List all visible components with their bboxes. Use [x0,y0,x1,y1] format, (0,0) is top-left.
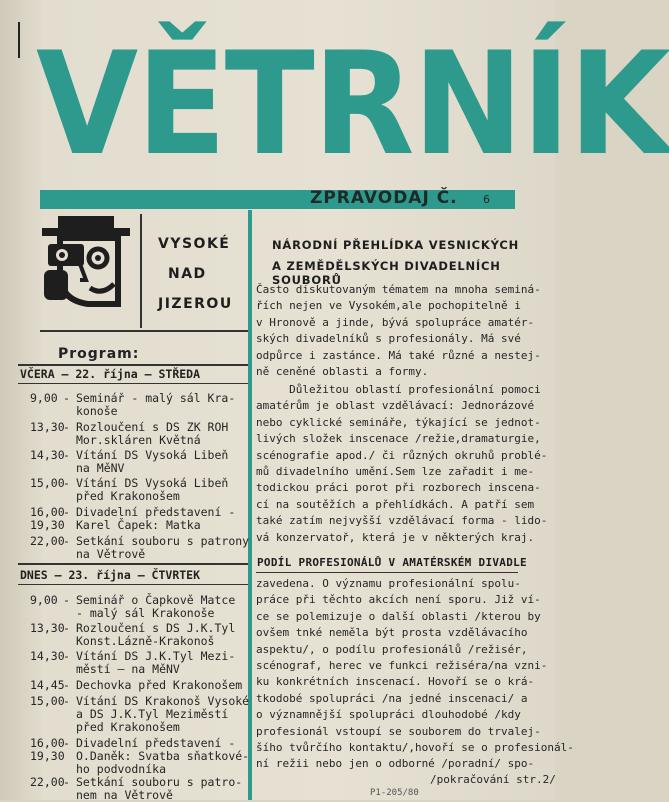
margin-mark [18,22,20,58]
program-text: Vítání DS J.K.Tyl Mezi- městí – na MěNV [76,649,236,676]
program-time: 15,00 [30,476,65,490]
program-time: 13,30 [30,420,65,434]
article-headline-2: A ZEMĚDĚLSKÝCH DIVADELNÍCH SOUBORŮ [272,259,501,287]
place-line-1: VYSOKÉ [158,236,231,252]
article-paragraph-2: Důležitou oblastí profesionální pomoci amatérům je oblast vzdělávací: Jednorázové nebo cyklické semináře, týkající se jednot- livých složek inscenace /režie,dramaturgie, scénografie apod./ či různých okruhů problé- mů divadelního umění.Sem lze zařadit i me- todickou práci porot při rozborech inscena- cí na soutěžích a přehlídkách. A patří sem také zatím nejvyšší vzdělávací forma - lido- vá konzervatoř, která je v některých kraj. [256,383,548,544]
divider [18,563,248,565]
divider [18,584,248,585]
bulletin-label: ZPRAVODAJ Č. [310,188,458,208]
program-time: 14,30 [30,448,65,462]
program-time: 14,45 [30,678,65,692]
program-time: 13,30 [30,621,65,635]
program-text: Dechovka před Krakonošem [76,678,243,692]
program-text: Rozloučení s DS ZK ROH Mor.skláren Květná [76,420,229,447]
divider [40,330,248,332]
program-time: 22,00 [30,534,65,548]
divider [18,383,248,384]
print-code: P1-205/80 [370,788,419,798]
program-time: 9,00 [30,593,58,607]
article-paragraph-3: zavedena. O významu profesionální spolu- práce při těchto akcích není sporu. Již ví- ce se polemizuje o další oblasti /kterou by ovšem tnké neměla být prosta vzdělávacího aspektu/, o podílu profesionálů /režisér, scénograf, herec ve funkci režiséra/na vzni- ku konkrétních inscenací. Hovoří se o krá- tkodobé spolupráci /na jedné inscenaci/ a o významnější spolupráci dlouhodobé /kdy profesionál vstoupí se souborem do trvalej- šího tvůrčího kontaktu/,hovoří se o profesionál- ní režii nebo jen o odborné /poradní/ spo- [256,577,574,771]
program-time: 16,00 19,30 [30,505,65,532]
program-text: Vítání DS Krakonoš Vysoké a DS J.K.Tyl Meziměstí před Krakonošem [76,694,250,734]
program-time: 9,00 [30,391,58,405]
program-text: Vítání DS Vysoká Libeň na MěNV [76,448,229,475]
program-text: Setkání souboru s patrony na Větrově [76,534,250,561]
program-text: Divadelní představení - O.Daněk: Svatba sňatkové- ho podvodníka [76,736,250,776]
program-time: 14,30 [30,649,65,663]
article-headline-1: NÁRODNÍ PŘEHLÍDKA VESNICKÝCH [272,238,520,252]
masthead-title: VĚTRNÍK [36,22,669,187]
divider [256,572,518,573]
article-subheading: PODÍL PROFESIONÁLŮ V AMATÉRSKÉM DIVADLE [257,556,527,569]
day-header: VČERA – 22. října – STŘEDA [20,367,201,381]
day-header: DNES – 23. října – ČTVRTEK [20,568,201,582]
issue-number: 6 [483,193,490,206]
continued-note: /pokračování str.2/ [430,773,556,786]
program-text: Rozloučení s DS J.K.Tyl Konst.Lázně-Krakonoš [76,621,236,648]
place-line-2: NAD [168,266,207,282]
program-heading: Program: [58,346,140,362]
program-time: 16,00 19,30 [30,736,65,763]
place-line-3: JIZEROU [158,296,233,312]
newsletter-page: VĚTRNÍK ZPRAVODAJ Č. 6 VYSOKÉ NAD JIZEROU Program: VČERA – 22. října – STŘEDA 9,00 - Seminář - malý sál Kra- konoše 13,30 - Rozloučení s DS ZK ROH Mor.skláren Květná 14,30 - Vítání DS Vysoká Libeň na MěNV 15,00 - Vítání DS Vysoká Libeň před Krakonošem 16,00 19,30 - Divadelní představení - Karel Čapek: Matka 22,00 - Setkání souboru s patrony na Větrově DNES – 23. října – ČTVRTEK 9,00 - Seminář o Čapkově Matce - malý sál Krakonoše 13,30 - Rozloučení s DS J.K.Tyl Konst.Lázně-Krakonoš 14,30 - Vítání DS J.K.Tyl Mezi- městí – na MěNV 14,45 - Dechovka před Krakonošem 15,00 - Vítání DS Krakonoš Vysoké a DS J.K.Tyl Meziměstí před Krakonošem 16,00 19,30 - Divadelní představení - O.Daněk: Svatba sňatkové- ho podvodníka 22,00 - Setkání souboru s patro- nem na Větrově NÁRODNÍ PŘEHLÍDKA VESNICKÝCH A ZEMĚDĚLSKÝCH DIVADELNÍCH SOUBORŮ Často diskutovaným tématem na mnoha seminá- řích nejen ve Vysokém,ale pochopitelně i v Hronově a jinde, bývá spolupráce amatér- ských divadelníků s profesionály. Má své odpůrce i zastánce. Má také různé a nestej- ně ceněné oblasti a formy. Důležitou oblastí profesionální pomoci amatérům je oblast vzdělávací: Jednorázové nebo cyklické semináře, týkající se jednot- livých složek inscenace /režie,dramaturgie, scénografie apod./ či různých okruhů problé- mů divadelního umění.Sem lze zařadit i me- todickou práci porot při rozborech inscena- cí na soutěžích a přehlídkách. A patří sem také zatím nejvyšší vzdělávací forma - lido- vá konzervatoř, která je v některých kraj. PODÍL PROFESIONÁLŮ V AMATÉRSKÉM DIVADLE zavedena. O významu profesionální spolu- práce při těchto akcích není sporu. Již ví- ce se polemizuje o další oblasti /kterou by ovšem tnké neměla být prosta vzdělávacího aspektu/, o podílu profesionálů /režisér, scénograf, herec ve funkci režiséra/na vzni- ku konkrétních inscenací. Hovoří se o krá- tkodobé spolupráci /na jedné inscenaci/ a o významnější spolupráci dlouhodobé /kdy profesionál vstoupí se souborem do trvalej- šího tvůrčího kontaktu/,hovoří se o profesionál- ní režii nebo jen o odborné /poradní/ spo- /pokračování str.2/ P1-205/80 [0,0,555,800]
program-text: Vítání DS Vysoká Libeň před Krakonošem [76,476,229,503]
program-text: Seminář - malý sál Kra- konoše [76,391,236,418]
festival-logo-icon [40,214,132,310]
program-text: Setkání souboru s patro- nem na Větrově [76,775,243,802]
program-text: Seminář o Čapkově Matce - malý sál Krakonoše [76,593,236,620]
program-time: 15,00 [30,694,65,708]
program-text: Divadelní představení - Karel Čapek: Matka [76,505,236,532]
program-time: 22,00 [30,775,65,789]
article-paragraph-1: Často diskutovaným tématem na mnoha seminá- řích nejen ve Vysokém,ale pochopitelně i v Hronově a jinde, bývá spolupráce amatér- ských divadelníků s profesionály. Má své odpůrce i zastánce. Má také různé a nestej- ně ceněné oblasti a formy. [256,283,541,379]
divider [18,364,248,366]
